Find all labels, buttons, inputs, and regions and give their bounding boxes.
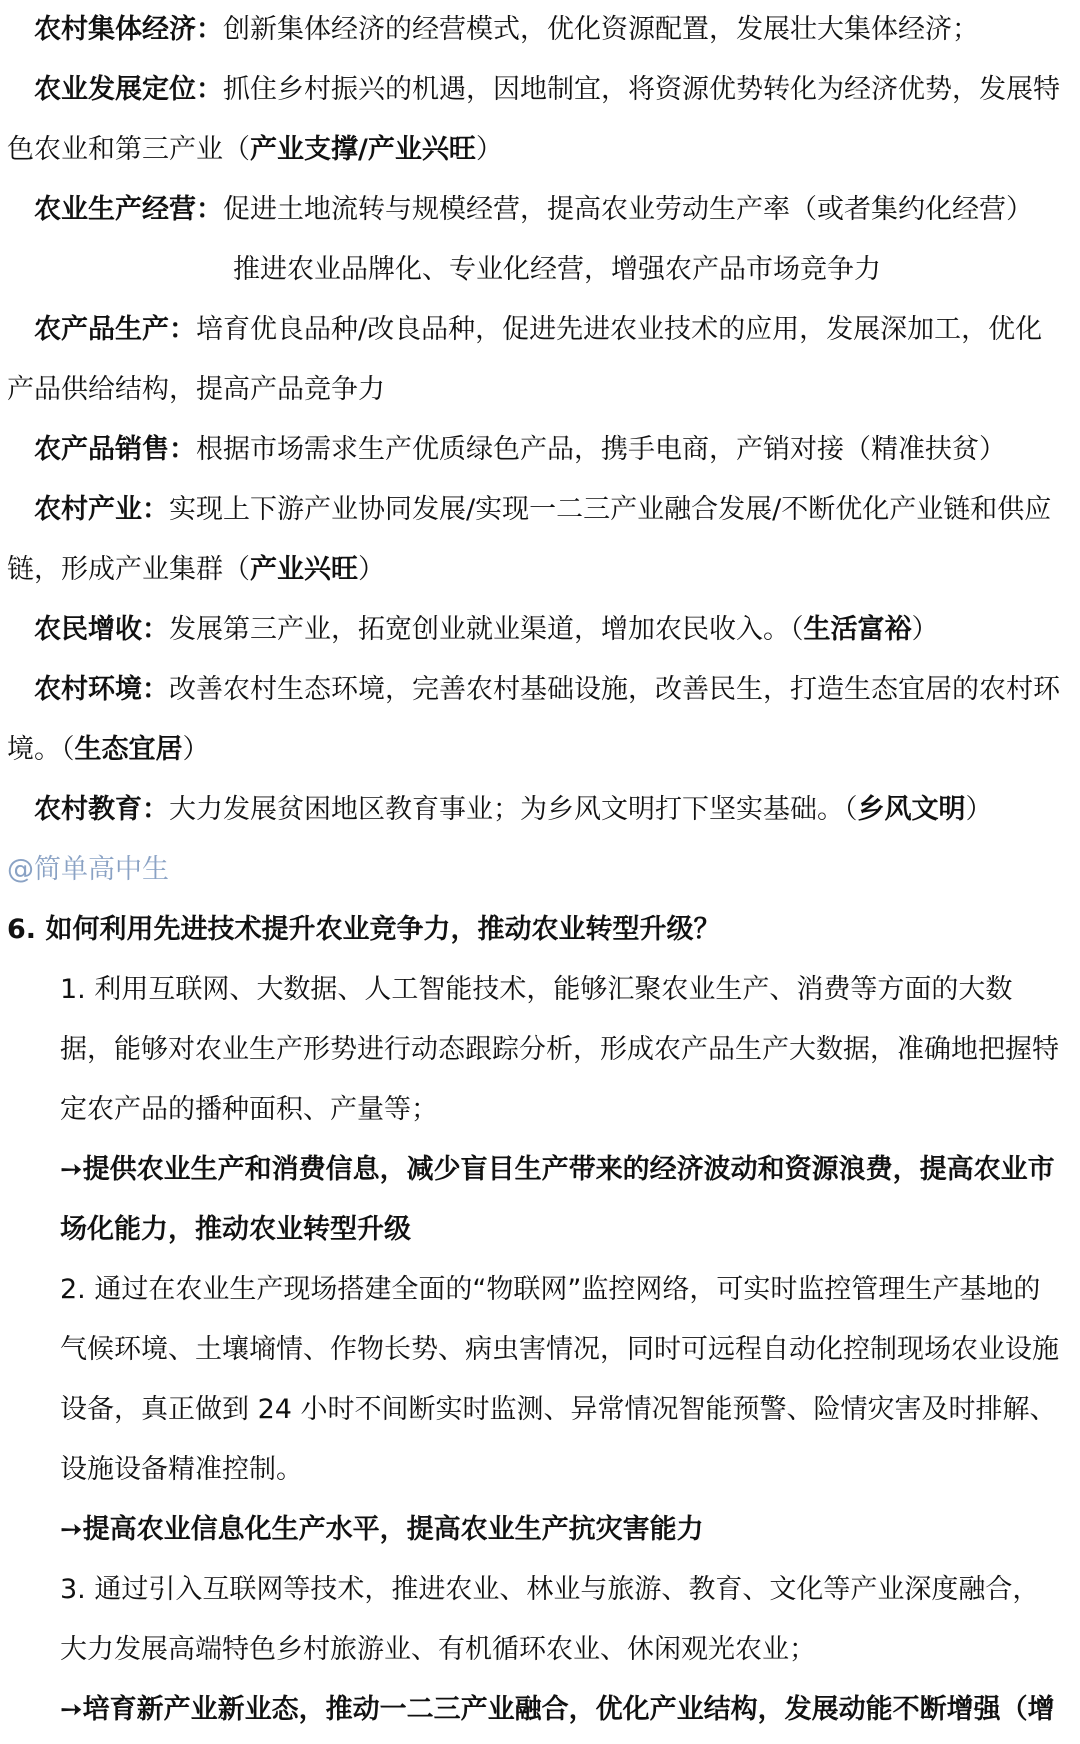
item-text: 创新集体经济的经营模式，优化资源配置，发展壮大集体经济； [223, 14, 979, 45]
item-tail: ） [182, 734, 210, 765]
item-text: 推进农业品牌化、专业化经营，增强农产品市场竞争力 [233, 254, 881, 285]
item-tag: 产业支撑/产业兴旺 [250, 134, 476, 165]
item-tail: ） [475, 134, 503, 165]
item-label: 农产品销售： [34, 434, 196, 465]
item-tail: ） [965, 794, 993, 825]
watermark: @简单高中生 [7, 854, 169, 885]
item-label: 农业发展定位： [34, 74, 223, 105]
item-rural-education [0, 780, 1080, 840]
item-farmer-income [0, 600, 1080, 660]
item-label: 农村集体经济： [34, 14, 223, 45]
item-rural-environment [0, 660, 1080, 780]
item-product-sales [0, 420, 1080, 480]
item-tag: 乡风文明 [857, 794, 966, 825]
item-text: 根据市场需求生产优质绿色产品，携手电商，产销对接（精准扶贫） [196, 434, 1006, 465]
item-text: 大力发展贫困地区教育事业；为乡风文明打下坚实基础。（ [169, 794, 858, 825]
item-label: 农产品生产： [34, 314, 196, 345]
item-agri-operation [0, 180, 1080, 240]
point-3-text: 3. 通过引入互联网等技术，推进农业、林业与旅游、教育、文化等产业深度融合，大力发展高端特色乡村旅游业、有机循环农业、休闲观光农业； [60, 1574, 1040, 1665]
item-text: 发展第三产业，拓宽创业就业渠道，增加农民收入。（ [169, 614, 804, 645]
item-label: 农村产业： [34, 494, 169, 525]
item-label: 农业生产经营： [34, 194, 223, 225]
item-product-production [0, 300, 1080, 420]
item-label: 农民增收： [34, 614, 169, 645]
item-tag: 生活富裕 [803, 614, 912, 645]
point-1-result: ➙提供农业生产和消费信息，减少盲目生产带来的经济波动和资源浪费，提高农业市场化能力，推动农业转型升级 [60, 1154, 1055, 1245]
question-heading: 6. 如何利用先进技术提升农业竞争力，推动农业转型升级？ [7, 914, 721, 945]
item-label: 农村教育： [34, 794, 169, 825]
item-tail: ） [911, 614, 939, 645]
item-text: 改善农村生态环境，完善农村基础设施，改善民生，打造生态宜居的农村环境。（ [7, 674, 1060, 765]
point-2-text: 2. 通过在农业生产现场搭建全面的“物联网”监控网络，可实时监控管理生产基地的气候环境、土壤墒情、作物长势、病虫害情况，同时可远程自动化控制现场农业设施设备，真正做到 24 小时不间断实时监测、异常情况智能预警、险情灾害及时排解、设施设备精准控制。 [60, 1274, 1059, 1485]
item-text: 实现上下游产业协同发展/实现一二三产业融合发展/不断优化产业链和供应链，形成产业集群（ [7, 494, 1052, 585]
item-agri-operation-continued [0, 240, 1080, 300]
item-tag: 生态宜居 [74, 734, 183, 765]
point-2-result: ➙提高农业信息化生产水平，提高农业生产抗灾害能力 [60, 1514, 704, 1545]
item-agri-positioning [0, 60, 1080, 180]
point-1-text: 1. 利用互联网、大数据、人工智能技术，能够汇聚农业生产、消费等方面的大数据，能够对农业生产形势进行动态跟踪分析，形成农产品生产大数据，准确地把握特定农产品的播种面积、产量等； [60, 974, 1059, 1125]
item-text: 促进土地流转与规模经营，提高农业劳动生产率（或者集约化经营） [223, 194, 1033, 225]
item-text: 培育优良品种/改良品种，促进先进农业技术的应用，发展深加工，优化产品供给结构，提高产品竞争力 [7, 314, 1043, 405]
item-tag: 产业兴旺 [250, 554, 358, 585]
point-3-result: ➙培育新产业新业态，推动一二三产业融合，优化产业结构，发展动能不断增强（增 [60, 1694, 1055, 1725]
item-tail: ） [358, 554, 385, 585]
item-text: 抓住乡村振兴的机遇，因地制宜，将资源优势转化为经济优势，发展特色农业和第三产业（ [7, 74, 1060, 165]
item-collective-economy [0, 0, 1080, 60]
item-rural-industry [0, 480, 1080, 600]
item-label: 农村环境： [34, 674, 169, 705]
